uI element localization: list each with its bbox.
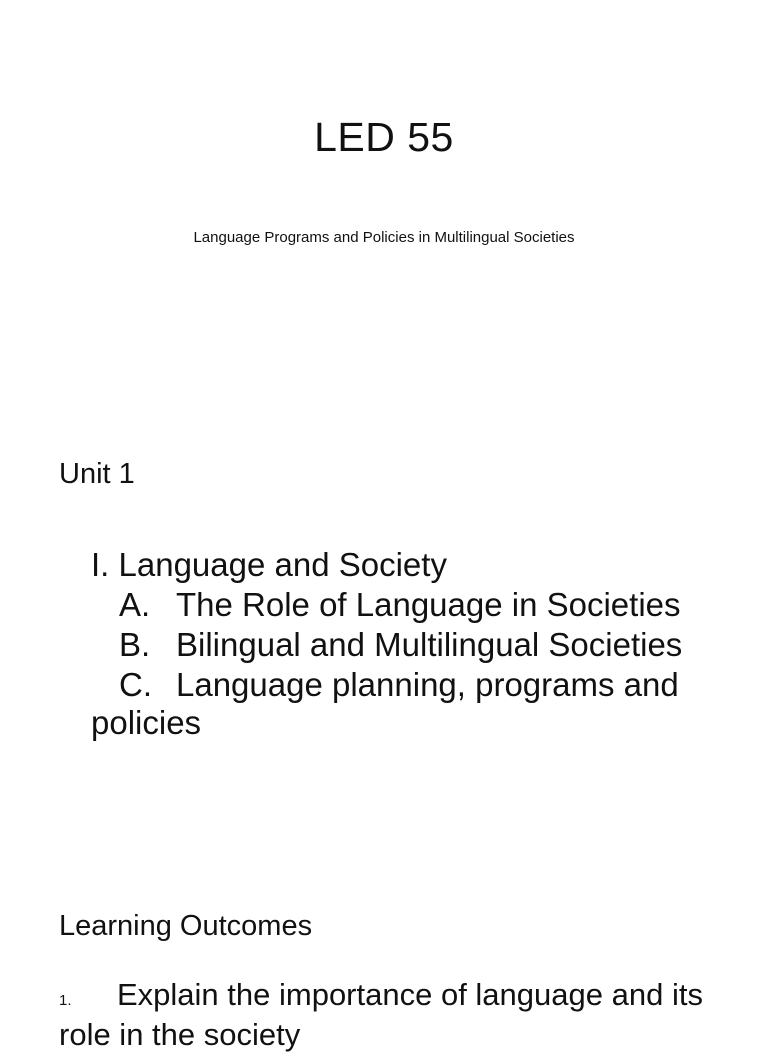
learning-outcome-item bbox=[59, 978, 709, 1052]
outline-text: Language planning, programs and policies bbox=[91, 666, 679, 741]
slide-subtitle: Language Programs and Policies in Multilingual Societies bbox=[193, 229, 575, 246]
outline-sub-item bbox=[91, 666, 731, 742]
slide-title: LED 55 bbox=[314, 114, 454, 160]
learning-outcomes-heading: Learning Outcomes bbox=[59, 910, 313, 942]
outline-sub-item bbox=[91, 586, 731, 624]
outline-main-item: I. Language and Society bbox=[91, 546, 447, 583]
outline-marker: A. bbox=[119, 586, 151, 623]
title-slide bbox=[0, 0, 768, 400]
outline-sub-item bbox=[91, 626, 731, 664]
unit-heading: Unit 1 bbox=[59, 458, 135, 490]
outline-text: Bilingual and Multilingual Societies bbox=[176, 626, 683, 663]
outline-marker: C. bbox=[119, 666, 152, 703]
learning-outcome-number: 1. bbox=[59, 992, 72, 1009]
outline-marker: B. bbox=[119, 626, 151, 663]
learning-outcomes-list bbox=[59, 978, 709, 1052]
outline-text: The Role of Language in Societies bbox=[176, 586, 681, 623]
learning-outcome-text: Explain the importance of language and its role in the society bbox=[59, 977, 703, 1052]
unit-outline bbox=[91, 546, 731, 744]
unit-slide bbox=[0, 402, 768, 852]
learning-outcomes-slide bbox=[0, 854, 768, 1052]
